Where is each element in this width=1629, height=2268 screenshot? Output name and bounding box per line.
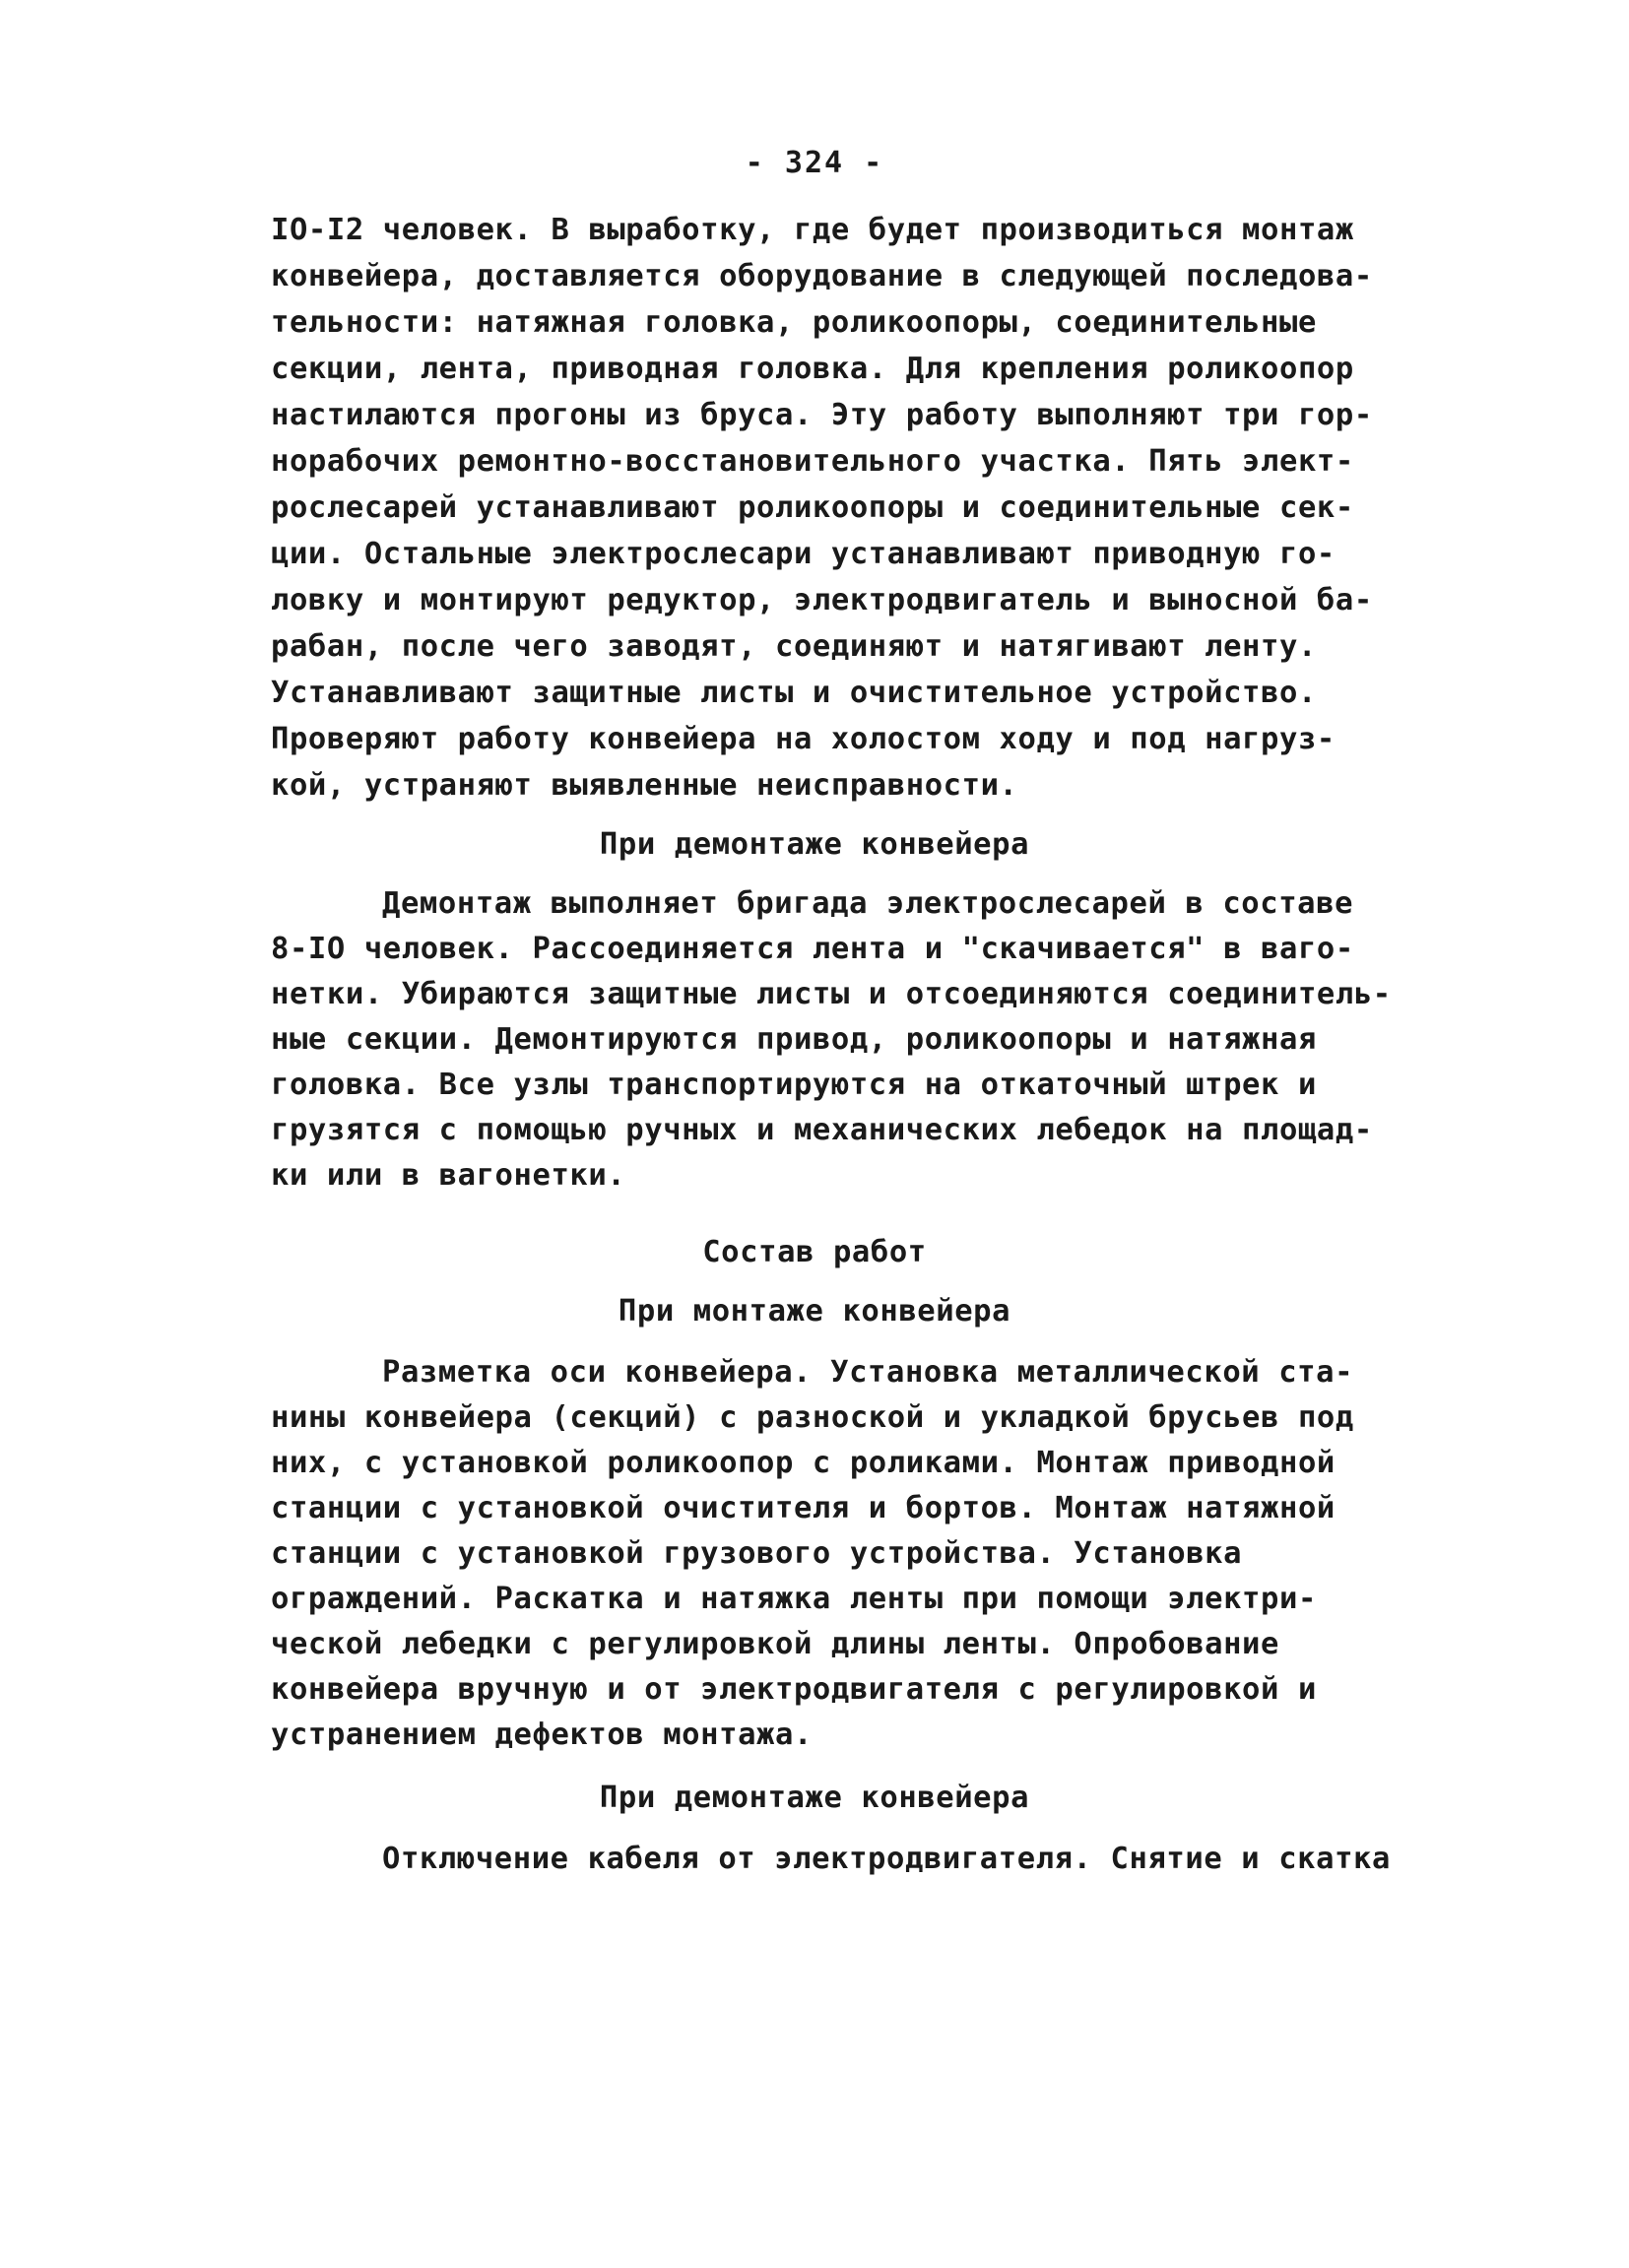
section-heading: При демонтаже конвейера (599, 827, 1030, 862)
text-line: ограждений. Раскатка и натяжка ленты при помощи электри- (271, 1582, 1317, 1616)
text-line: конвейера, доставляется оборудование в следующей последова- (271, 259, 1373, 293)
text-line: Отключение кабеля от электродвигателя. Снятие и скатка (382, 1842, 1391, 1876)
section-subheading: При демонтаже конвейера (599, 1781, 1030, 1815)
text-line: ловку и монтируют редуктор, электродвигатель и выносной ба- (271, 583, 1373, 617)
text-line: них, с установкой роликоопор с роликами. Монтаж приводной (271, 1446, 1336, 1480)
text-line: головка. Все узлы транспортируются на откаточный штрек и (271, 1068, 1317, 1102)
text-line: станции с установкой очистителя и бортов. Монтаж натяжной (271, 1491, 1336, 1525)
text-line: ные секции. Демонтируются привод, роликоопоры и натяжная (271, 1022, 1317, 1057)
text-line: норабочих ремонтно-восстановительного участка. Пять элект- (271, 444, 1354, 479)
text-line: IO-I2 человек. В выработку, где будет производиться монтаж (271, 213, 1354, 247)
text-line: грузятся с помощью ручных и механических лебедок на площад- (271, 1113, 1373, 1147)
text-line: 8-IO человек. Рассоединяется лента и "скачивается" в ваго- (271, 932, 1354, 966)
text-line: устранением дефектов монтажа. (271, 1717, 813, 1752)
section-subheading: При монтаже конвейера (618, 1294, 1011, 1328)
text-line: ции. Остальные электрослесари устанавливают приводную го- (271, 537, 1336, 571)
text-line: Разметка оси конвейера. Установка металлической ста- (382, 1355, 1354, 1390)
text-line: ческой лебедки с регулировкой длины ленты. Опробование (271, 1627, 1279, 1661)
text-line: рослесарей устанавливают роликоопоры и соединительные сек- (271, 490, 1354, 525)
text-line: конвейера вручную и от электродвигателя с регулировкой и (271, 1672, 1317, 1707)
text-line: нетки. Убираются защитные листы и отсоединяются соединитель- (271, 977, 1392, 1011)
text-line: кой, устраняют выявленные неисправности. (271, 768, 1018, 803)
text-line: станции с установкой грузового устройства. Установка (271, 1536, 1243, 1571)
text-line: Устанавливают защитные листы и очистительное устройство. (271, 676, 1317, 710)
text-line: секции, лента, приводная головка. Для крепления роликоопор (271, 352, 1354, 386)
page-number: - 324 - (745, 146, 884, 180)
text-line: Демонтаж выполняет бригада электрослесарей в составе (382, 886, 1354, 921)
section-heading: Состав работ (702, 1235, 927, 1269)
text-line: ки или в вагонетки. (271, 1158, 626, 1193)
text-line: рабан, после чего заводят, соединяют и натягивают ленту. (271, 629, 1317, 664)
text-line: настилаются прогоны из бруса. Эту работу выполняют три гор- (271, 398, 1373, 432)
text-line: Проверяют работу конвейера на холостом ходу и под нагруз- (271, 722, 1336, 756)
text-line: нины конвейера (секций) с разноской и укладкой брусьев под (271, 1400, 1354, 1435)
text-line: тельности: натяжная головка, роликоопоры, соединительные (271, 305, 1317, 340)
